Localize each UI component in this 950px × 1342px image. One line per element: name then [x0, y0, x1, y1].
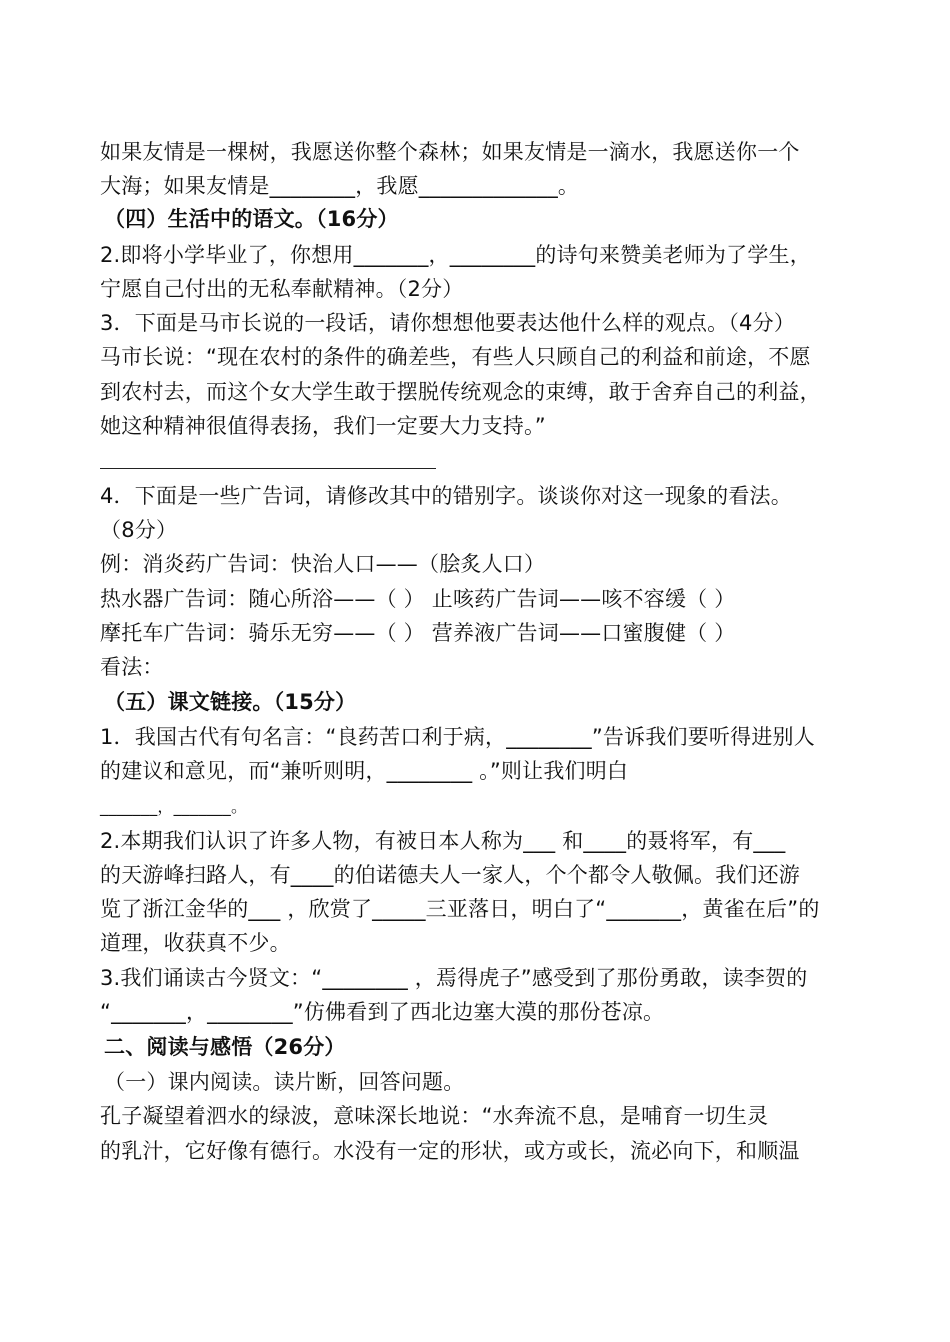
- link-question-3-line-1: 3.我们诵读古今贤文：“________ ，焉得虎子”感受到了那份勇敢，读李贺的: [100, 966, 808, 990]
- link-question-1-line-1: 1．我国古代有句名言：“良药苦口利于病，________”告诉我们要听得进别人: [100, 725, 815, 749]
- link-question-2-line-3: 览了浙江金华的___ ，欣赏了_____三亚落日，明白了“_______，黄雀在后”的: [100, 897, 820, 921]
- answer-blank-line: [100, 468, 436, 469]
- mayor-quote-line-2: 到农村去，而这个女大学生敢于摆脱传统观念的束缚，敢于舍弃自己的利益，: [100, 380, 821, 404]
- section-heading-5: （五）课文链接。（15分）: [104, 690, 357, 714]
- reading-subsection-heading: （一）课内阅读。读片断，回答问题。: [104, 1070, 465, 1094]
- ad-items-line-2: 摩托车广告词：骑乐无穷——（ ） 营养液广告词——口蜜腹健（ ）: [100, 621, 736, 645]
- friendship-line-2-blanks: 大海；如果友情是________，我愿_____________。: [100, 174, 580, 198]
- reading-passage-line-1: 孔子凝望着泗水的绿波，意味深长地说：“水奔流不息，是哺育一切生灵: [100, 1104, 769, 1128]
- link-question-3-line-2: “_______，________”仿佛看到了西北边塞大漠的那份苍凉。: [100, 1000, 665, 1024]
- mayor-quote-line-3: 她这种精神很值得表扬，我们一定要大力支持。”: [100, 414, 546, 438]
- reading-passage-line-2: 的乳汁，它好像有德行。水没有一定的形状，或方或长，流必向下，和顺温: [100, 1139, 800, 1163]
- part-2-heading: 二、阅读与感悟（26分）: [104, 1035, 346, 1059]
- ad-items-line-1: 热水器广告词：随心所浴——（ ） 止咳药广告词——咳不容缓（ ）: [100, 587, 736, 611]
- question-2-line-1: 2.即将小学毕业了，你想用_______，________的诗句来赞美老师为了学生，: [100, 243, 811, 267]
- link-question-2-line-2: 的天游峰扫路人，有____的伯诺德夫人一家人，个个都令人敬佩。我们还游: [100, 863, 800, 887]
- link-question-2-line-4: 道理，收获真不少。: [100, 931, 291, 955]
- ad-example-line: 例：消炎药广告词：快治人口——（脍炙人口）: [100, 552, 546, 576]
- opinion-label: 看法：: [100, 655, 164, 679]
- section-heading-4: （四）生活中的语文。（16分）: [104, 207, 399, 231]
- question-4-prompt: 4．下面是一些广告词，请修改其中的错别字。谈谈你对这一现象的看法。: [100, 484, 792, 508]
- question-4-score: （8分）: [100, 518, 178, 542]
- mayor-quote-line-1: 马市长说：“现在农村的条件的确差些，有些人只顾自己的利益和前途，不愿: [100, 345, 811, 369]
- question-2-line-2: 宁愿自己付出的无私奉献精神。（2分）: [100, 277, 464, 301]
- link-question-1-line-3-blanks: _______，_______。: [100, 797, 248, 816]
- link-question-1-line-2: 的建议和意见，而“兼听则明，________ 。”则让我们明白: [100, 759, 629, 783]
- question-3-prompt: 3．下面是马市长说的一段话，请你想想他要表达他什么样的观点。（4分）: [100, 311, 796, 335]
- friendship-line-1: 如果友情是一棵树，我愿送你整个森林；如果友情是一滴水，我愿送你一个: [100, 140, 800, 164]
- link-question-2-line-1: 2.本期我们认识了许多人物，有被日本人称为___ 和____的聂将军，有___: [100, 829, 786, 853]
